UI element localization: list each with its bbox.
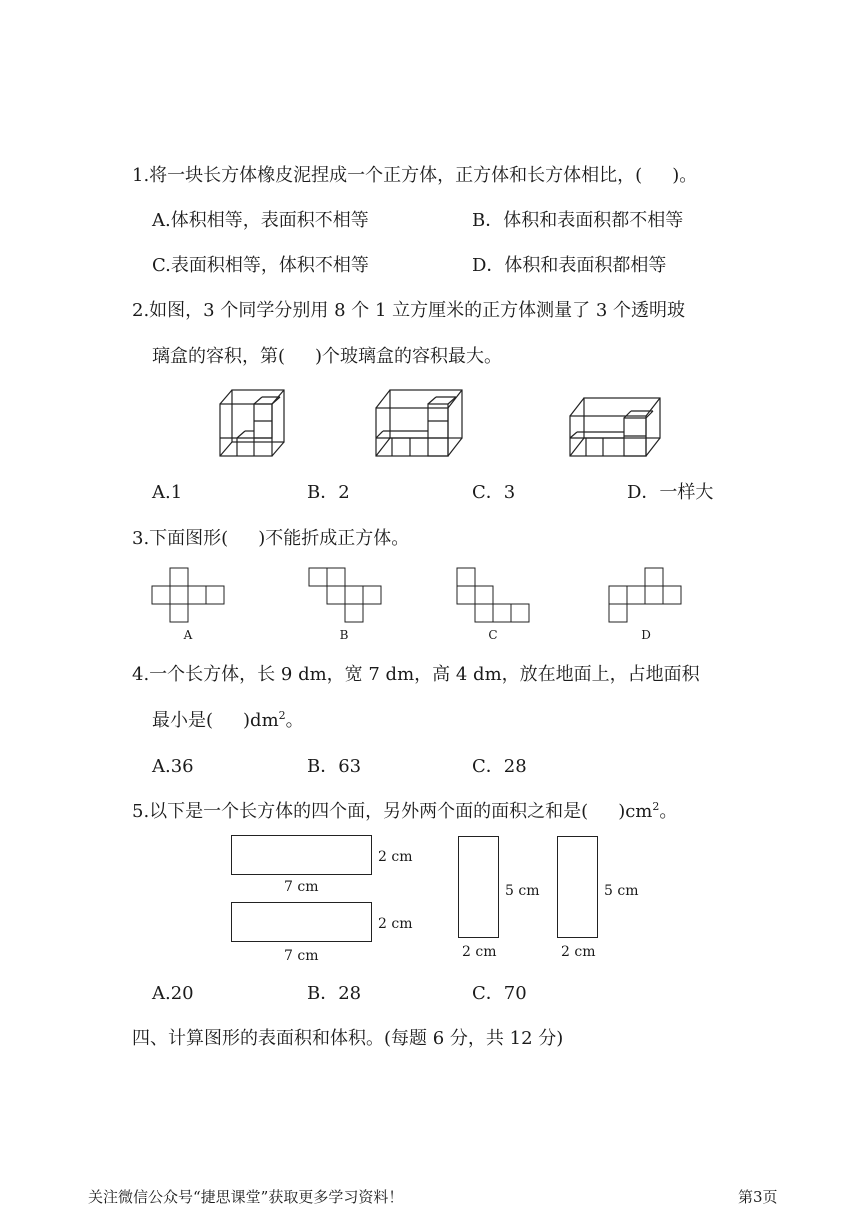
q4-option-a: A.36 — [152, 756, 194, 777]
section-4-title: 四、计算图形的表面积和体积。(每题 6 分，共 12 分) — [132, 1028, 564, 1049]
cube-net-b — [308, 567, 383, 624]
glass-box-2-figure — [374, 386, 466, 458]
glass-box-3-figure — [568, 394, 664, 458]
net-label-c: C — [488, 628, 498, 642]
q2-option-a: A.1 — [152, 482, 183, 503]
q4-stem-line1: 4.一个长方体，长 9 dm，宽 7 dm，高 4 dm，放在地面上，占地面积 — [132, 664, 700, 685]
q4-option-b: B．63 — [307, 756, 362, 777]
face-top2-width-label: 7 cm — [284, 948, 319, 964]
q1-option-b: B．体积和表面积都不相等 — [472, 210, 684, 231]
q1-option-d: D．体积和表面积都相等 — [472, 255, 667, 276]
face-top2-height-label: 2 cm — [378, 916, 413, 932]
page-number: 第3页 — [738, 1188, 778, 1206]
face-rect-7x2-top — [231, 835, 372, 875]
q5-unit: )cm — [618, 801, 653, 822]
q5-unit-exponent: 2 — [652, 800, 660, 813]
q4-unit: )dm — [243, 710, 279, 731]
footer-promo-text: 关注微信公众号“捷思课堂”获取更多学习资料！ — [88, 1188, 404, 1206]
q5-option-b: B．28 — [307, 983, 362, 1004]
q5-option-c: C．70 — [472, 983, 527, 1004]
q1-stem — [132, 164, 697, 188]
q4-unit-exponent: 2 — [278, 709, 286, 722]
q2-option-c: C．3 — [472, 482, 516, 503]
face-tall2-width-label: 2 cm — [561, 944, 596, 960]
q5-stem-text: 5.以下是一个长方体的四个面，另外两个面的面积之和是( — [132, 801, 589, 822]
q1-stem-end: )。 — [672, 165, 698, 186]
face-tall1-width-label: 2 cm — [462, 944, 497, 960]
q5-stem — [132, 800, 677, 824]
net-label-b: B — [339, 628, 349, 642]
q3-stem-text: 3.下面图形( — [132, 528, 229, 549]
face-top1-width-label: 7 cm — [284, 879, 319, 895]
q2-option-b: B．2 — [307, 482, 350, 503]
face-rect-2x5-left — [458, 836, 499, 938]
q1-stem-text: 1.将一块长方体橡皮泥捏成一个正方体，正方体和长方体相比，( — [132, 165, 643, 186]
q4-stem-line2-text: 最小是( — [152, 710, 214, 731]
cube-net-d — [608, 567, 688, 624]
q4-stem-end: 。 — [285, 710, 304, 731]
q2-stem-line1: 2.如图，3 个同学分别用 8 个 1 立方厘米的正方体测量了 3 个透明玻 — [132, 300, 686, 321]
net-label-d: D — [641, 628, 651, 642]
face-tall1-height-label: 5 cm — [505, 883, 540, 899]
q1-option-a: A.体积相等，表面积不相等 — [152, 210, 369, 231]
cube-net-a — [152, 567, 227, 624]
q2-stem-line2-text: 璃盒的容积，第( — [152, 346, 286, 367]
q4-option-c: C．28 — [472, 756, 527, 777]
q4-stem-line2 — [152, 709, 304, 733]
cube-net-c — [456, 567, 536, 624]
net-label-a: A — [183, 628, 193, 642]
q2-stem-line2-end: )个玻璃盒的容积最大。 — [315, 346, 503, 367]
face-rect-2x5-right — [557, 836, 598, 938]
q3-stem-end: )不能折成正方体。 — [258, 528, 410, 549]
face-top1-height-label: 2 cm — [378, 849, 413, 865]
face-rect-7x2-bottom — [231, 902, 372, 942]
q3-stem — [132, 527, 409, 551]
q5-option-a: A.20 — [152, 983, 194, 1004]
glass-box-1-figure — [218, 386, 288, 458]
q5-stem-end: 。 — [659, 801, 678, 822]
q1-option-c: C.表面积相等，体积不相等 — [152, 255, 369, 276]
q2-option-d: D．一样大 — [627, 482, 714, 503]
q2-stem-line2 — [152, 345, 502, 369]
face-tall2-height-label: 5 cm — [604, 883, 639, 899]
